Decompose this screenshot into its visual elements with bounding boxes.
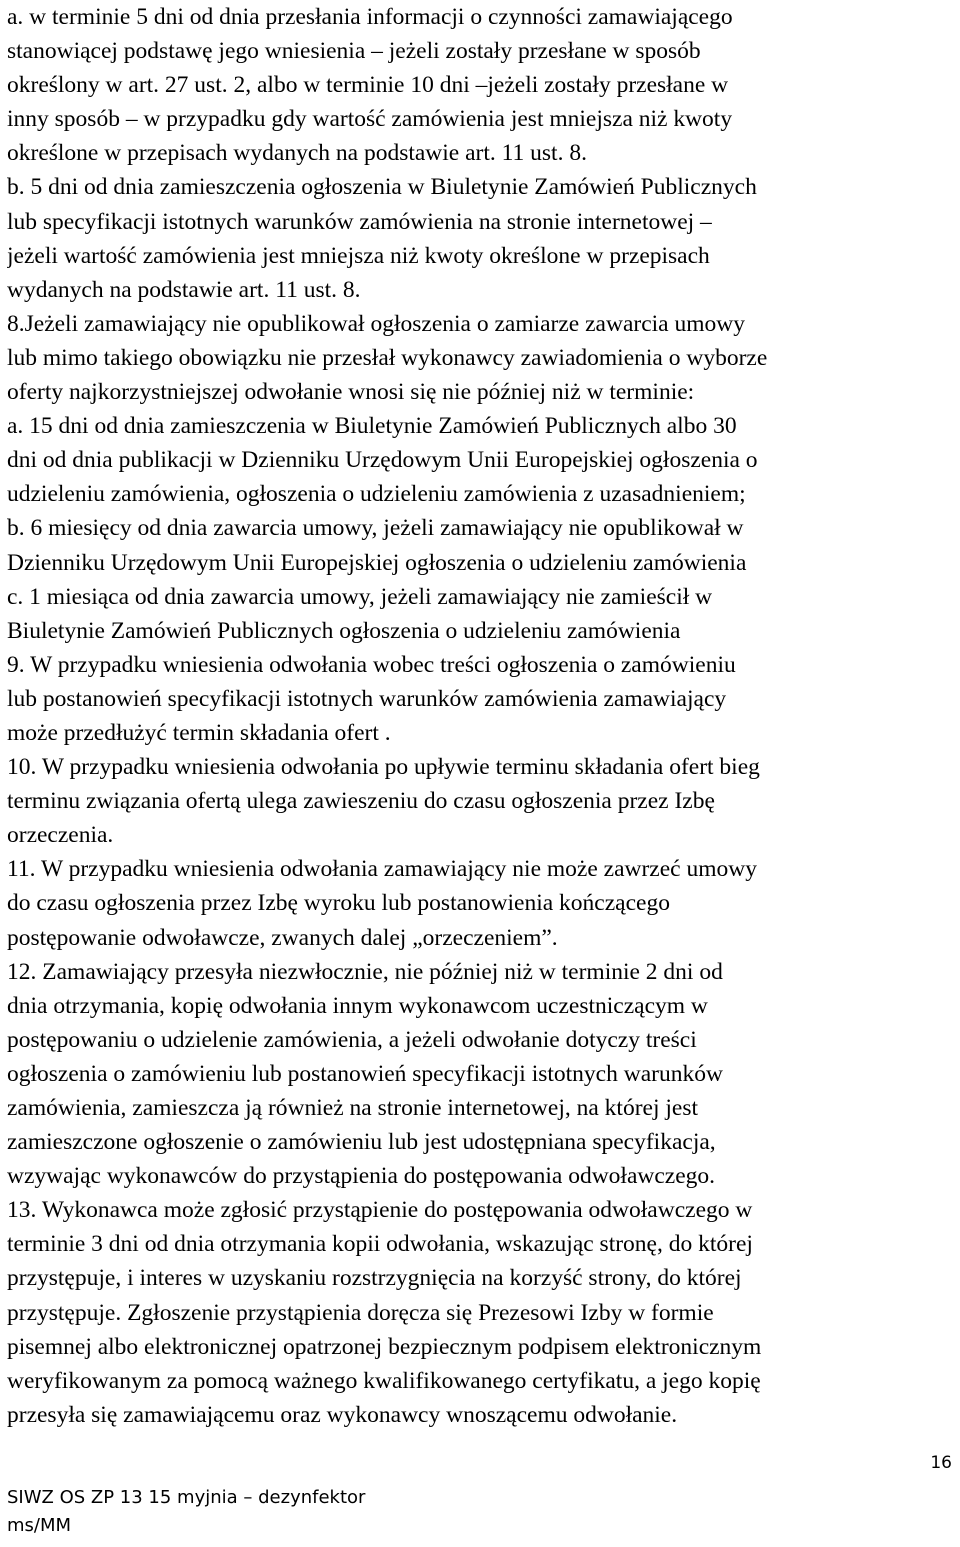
footer-line-2: ms/MM	[7, 1515, 72, 1536]
text-line: zamówienia, zamieszcza ją również na stronie internetowej, na której jest	[7, 1095, 698, 1121]
text-line: wzywając wykonawców do przystąpienia do postępowania odwoławczego.	[7, 1163, 716, 1190]
text-line: jeżeli wartość zamówienia jest mniejsza niż kwoty określone w przepisach	[7, 242, 710, 269]
text-line: Biuletynie Zamówień Publicznych ogłoszenia o udzieleniu zamówienia	[7, 617, 681, 644]
text-line: Dzienniku Urzędowym Unii Europejskiej ogłoszenia o udzieleniu zamówienia	[7, 549, 747, 576]
text-line: terminie 3 dni od dnia otrzymania kopii odwołania, wskazując stronę, do której	[7, 1231, 753, 1258]
text-line: ogłoszenia o zamówieniu lub postanowień specyfikacji istotnych warunków	[7, 1060, 723, 1087]
text-line: postępowaniu o udzielenie zamówienia, a jeżeli odwołanie dotyczy treści	[7, 1026, 697, 1053]
text-line: b. 5 dni od dnia zamieszczenia ogłoszenia w Biuletynie Zamówień Publicznych	[7, 174, 757, 201]
footer-line-1: SIWZ OS ZP 13 15 myjnia – dezynfektor	[7, 1487, 366, 1508]
text-line: postępowanie odwoławcze, zwanych dalej „orzeczeniem”.	[7, 924, 558, 951]
text-line: przesyła się zamawiającemu oraz wykonawcy wnoszącemu odwołanie.	[7, 1401, 678, 1428]
text-line: 13. Wykonawca może zgłosić przystąpienie do postępowania odwoławczego w	[7, 1197, 753, 1224]
text-line: zamieszczone ogłoszenie o zamówieniu lub jest udostępniana specyfikacja,	[7, 1129, 716, 1156]
text-line: przystępuje, i interes w uzyskaniu rozstrzygnięcia na korzyść strony, do której	[7, 1265, 742, 1292]
text-line: lub specyfikacji istotnych warunków zamówienia na stronie internetowej –	[7, 208, 712, 235]
text-line: oferty najkorzystniejszej odwołanie wnosi się nie później niż w terminie:	[7, 379, 695, 406]
text-line: c. 1 miesiąca od dnia zawarcia umowy, jeżeli zamawiający nie zamieścił w	[7, 583, 713, 610]
text-line: 10. W przypadku wniesienia odwołania po upływie terminu składania ofert bieg	[7, 754, 760, 781]
document-body	[7, 0, 955, 1432]
text-line: stanowiącej podstawę jego wniesienia – jeżeli zostały przesłane w sposób	[7, 38, 701, 65]
text-line: 9. W przypadku wniesienia odwołania wobec treści ogłoszenia o zamówieniu	[7, 651, 736, 678]
page-number: 16	[930, 1453, 952, 1473]
text-line: a. 15 dni od dnia zamieszczenia w Biuletynie Zamówień Publicznych albo 30	[7, 413, 737, 440]
text-line: 8.Jeżeli zamawiający nie opublikował ogłoszenia o zamiarze zawarcia umowy	[7, 310, 745, 337]
footer	[7, 1484, 365, 1540]
text-line: do czasu ogłoszenia przez Izbę wyroku lub postanowienia kończącego	[7, 890, 670, 917]
text-line: przystępuje. Zgłoszenie przystąpienia doręcza się Prezesowi Izby w formie	[7, 1299, 714, 1326]
text-line: 11. W przypadku wniesienia odwołania zamawiający nie może zawrzeć umowy	[7, 856, 757, 883]
text-line: 12. Zamawiający przesyła niezwłocznie, nie później niż w terminie 2 dni od	[7, 958, 723, 985]
text-line: dnia otrzymania, kopię odwołania innym wykonawcom uczestniczącym w	[7, 992, 708, 1019]
text-line: określone w przepisach wydanych na podstawie art. 11 ust. 8.	[7, 140, 587, 167]
text-line: dni od dnia publikacji w Dzienniku Urzędowym Unii Europejskiej ogłoszenia o	[7, 447, 758, 474]
text-line: b. 6 miesięcy od dnia zawarcia umowy, jeżeli zamawiający nie opublikował w	[7, 515, 744, 542]
text-line: inny sposób – w przypadku gdy wartość zamówienia jest mniejsza niż kwoty	[7, 106, 733, 133]
text-line: lub mimo takiego obowiązku nie przesłał wykonawcy zawiadomienia o wyborze	[7, 344, 768, 371]
text-line: lub postanowień specyfikacji istotnych warunków zamówienia zamawiający	[7, 685, 727, 712]
text-line: orzeczenia.	[7, 822, 114, 849]
text-line: pisemnej albo elektronicznej opatrzonej bezpiecznym podpisem elektronicznym	[7, 1333, 762, 1360]
text-line: weryfikowanym za pomocą ważnego kwalifikowanego certyfikatu, a jego kopię	[7, 1367, 761, 1394]
text-line: określony w art. 27 ust. 2, albo w terminie 10 dni –jeżeli zostały przesłane w	[7, 72, 729, 99]
text-line: wydanych na podstawie art. 11 ust. 8.	[7, 276, 361, 303]
text-line: terminu związania ofertą ulega zawieszeniu do czasu ogłoszenia przez Izbę	[7, 788, 715, 815]
text-line: udzieleniu zamówienia, ogłoszenia o udzieleniu zamówienia z uzasadnieniem;	[7, 481, 746, 508]
text-line: może przedłużyć termin składania ofert .	[7, 719, 391, 746]
text-line: a. w terminie 5 dni od dnia przesłania informacji o czynności zamawiającego	[7, 4, 733, 30]
